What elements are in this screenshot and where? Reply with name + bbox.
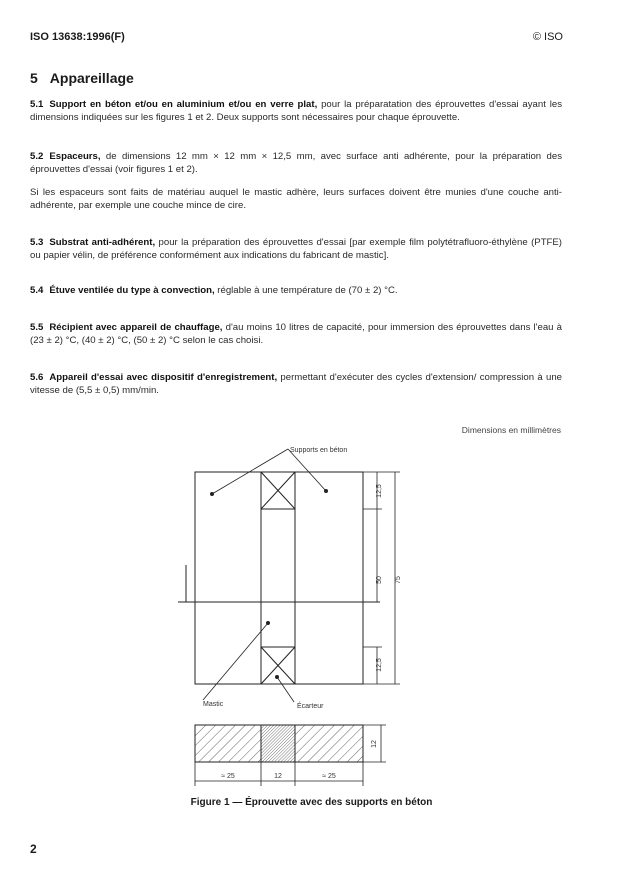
item-text: pour la préparatation des éprouvettes d'essai ayant les dimensions indiquées sur les figures 1 et 2. Deux supports sont nécessaires pour chaque éprouvette.	[30, 99, 562, 123]
support-outline	[195, 472, 363, 684]
leader-lines	[203, 449, 328, 702]
dimensions-note: Dimensions en millimètres	[461, 425, 561, 435]
item-term: Étuve ventilée du type à convection,	[49, 285, 215, 296]
item-5-2-note: Si les espaceurs sont faits de matériau auquel le mastic adhère, leurs surfaces doivent être munies d'une couche anti-adhérente, par exemple une couche mince de cire.	[30, 187, 562, 211]
label-supports: Supports en béton	[290, 447, 348, 454]
label-mastic: Mastic	[203, 701, 224, 708]
standard-reference: ISO 13638:1996(F)	[30, 31, 125, 43]
dim-12-5-top: 12,5	[376, 484, 383, 498]
item-text: d'au moins 10 litres de capacité, pour immersion des éprouvettes dans l'eau à (23 ± 2) °C, (40 ± 2) °C, (50 ± 2) °C selon le cas choisi.	[30, 322, 563, 346]
dim-12-width: 12	[274, 773, 282, 780]
item-number: 5.5	[30, 322, 44, 333]
item-number: 5.3	[30, 237, 44, 248]
figure-caption: Figure 1 — Éprouvette avec des supports en béton	[190, 797, 433, 808]
side-view	[195, 725, 363, 762]
item-number: 5.2	[30, 151, 44, 162]
dim-12-side: 12	[371, 740, 378, 748]
item-term: Espaceurs,	[49, 151, 101, 162]
item-number: 5.4	[30, 285, 44, 296]
copyright-notice: © ISO	[532, 31, 563, 43]
dim-75: 75	[395, 576, 402, 584]
dim-25-right: ≈ 25	[322, 773, 336, 780]
item-text: réglable à une température de (70 ± 2) °C.	[214, 285, 398, 296]
item-term: Récipient avec appareil de chauffage,	[49, 322, 223, 333]
item-number: 5.6	[30, 372, 44, 383]
top-view	[178, 472, 380, 684]
page-number: 2	[30, 842, 37, 856]
item-text: de dimensions 12 mm × 12 mm × 12,5 mm, avec surface anti adhérente, pour la préparation des éprouvettes d'essai (voir figures 1 et 2).	[30, 151, 562, 175]
section-title-text: Appareillage	[49, 70, 134, 86]
item-term: Substrat anti-adhérent,	[49, 237, 156, 248]
dim-50: 50	[376, 576, 383, 584]
item-number: 5.1	[30, 99, 44, 110]
section-number: 5	[30, 70, 38, 86]
item-term: Appareil d'essai avec dispositif d'enregistrement,	[49, 372, 278, 383]
dim-12-5-bottom: 12,5	[376, 658, 383, 672]
label-ecarteur: Écarteur	[297, 703, 324, 710]
item-term: Support en béton et/ou en aluminium et/ou en verre plat,	[49, 99, 318, 110]
dim-25-left: ≈ 25	[221, 773, 235, 780]
item-text: pour la préparation des éprouvettes d'essai [par exemple film polytétrafluoro-éthylène (PTFE) ou papier vélin, de préférence conformément aux indications du fabricant de mastic].	[30, 237, 563, 261]
item-text: permettant d'exécuter des cycles d'extension/ compression à une vitesse de (5,5 ± 0,5) mm/min.	[30, 372, 562, 396]
